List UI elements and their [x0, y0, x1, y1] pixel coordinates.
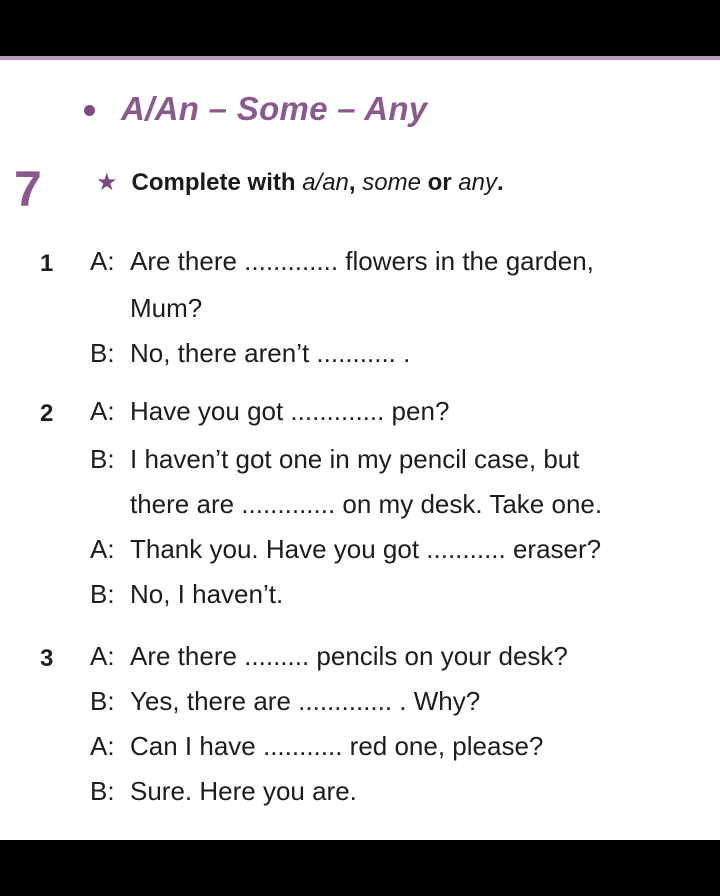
question-number: 1	[40, 250, 54, 277]
dialogue-text: Thank you. Have you got ........... eraser?	[130, 534, 602, 564]
dialogue-line	[90, 338, 410, 369]
dialogue-text: Have you got ............. pen?	[130, 396, 450, 426]
dialogue-text: Yes, there are ............. . Why?	[130, 686, 481, 716]
dialogue-line	[90, 579, 283, 610]
instruction-text: ,	[348, 169, 363, 196]
dialogue-line	[90, 776, 357, 807]
instruction-option-any: any	[458, 169, 497, 196]
speaker-label: A:	[90, 246, 115, 276]
worksheet-page	[0, 56, 720, 840]
question-number: 3	[40, 645, 54, 672]
dialogue-line	[90, 246, 594, 277]
instruction-option-some: some	[362, 169, 421, 196]
instruction-option-a-an: a/an	[302, 169, 349, 196]
speaker-label: A:	[90, 396, 115, 426]
dialogue-text: Are there ......... pencils on your desk?	[130, 641, 568, 671]
dialogue-line	[90, 686, 480, 717]
dialogue-line	[90, 396, 449, 427]
speaker-label: B:	[90, 338, 115, 368]
dialogue-line	[90, 731, 543, 762]
speaker-label: B:	[90, 579, 115, 609]
bullet-icon	[84, 105, 95, 116]
star-icon: ★	[96, 169, 118, 196]
dialogue-line	[90, 293, 202, 324]
dialogue-line	[90, 489, 602, 520]
speaker-label: B:	[90, 776, 115, 806]
dialogue-line	[90, 641, 568, 672]
dialogue-text: No, there aren’t ........... .	[130, 338, 411, 368]
dialogue-text: Are there ............. flowers in the garden,	[130, 246, 594, 276]
section-heading	[84, 90, 427, 128]
instruction-text: or	[420, 169, 459, 196]
dialogue-line	[90, 444, 580, 475]
dialogue-text: Can I have ........... red one, please?	[130, 731, 544, 761]
speaker-label: B:	[90, 686, 115, 716]
instruction-text: .	[496, 169, 504, 196]
top-divider	[0, 56, 720, 60]
dialogue-line	[90, 534, 601, 565]
speaker-label: A:	[90, 731, 115, 761]
instruction-text: Complete with	[131, 169, 303, 196]
exercise-instruction	[96, 168, 504, 197]
exercise-number: 7	[14, 161, 42, 217]
dialogue-text: Mum?	[130, 293, 203, 323]
section-title: A/An – Some – Any	[121, 90, 428, 127]
dialogue-text: Sure. Here you are.	[130, 776, 357, 806]
question-number: 2	[40, 400, 54, 427]
speaker-label: A:	[90, 534, 115, 564]
dialogue-text: there are ............. on my desk. Take one.	[130, 489, 603, 519]
bottom-frame	[0, 840, 720, 896]
dialogue-text: I haven’t got one in my pencil case, but	[130, 444, 580, 474]
speaker-label: A:	[90, 641, 115, 671]
dialogue-text: No, I haven’t.	[130, 579, 284, 609]
speaker-label: B:	[90, 444, 115, 474]
